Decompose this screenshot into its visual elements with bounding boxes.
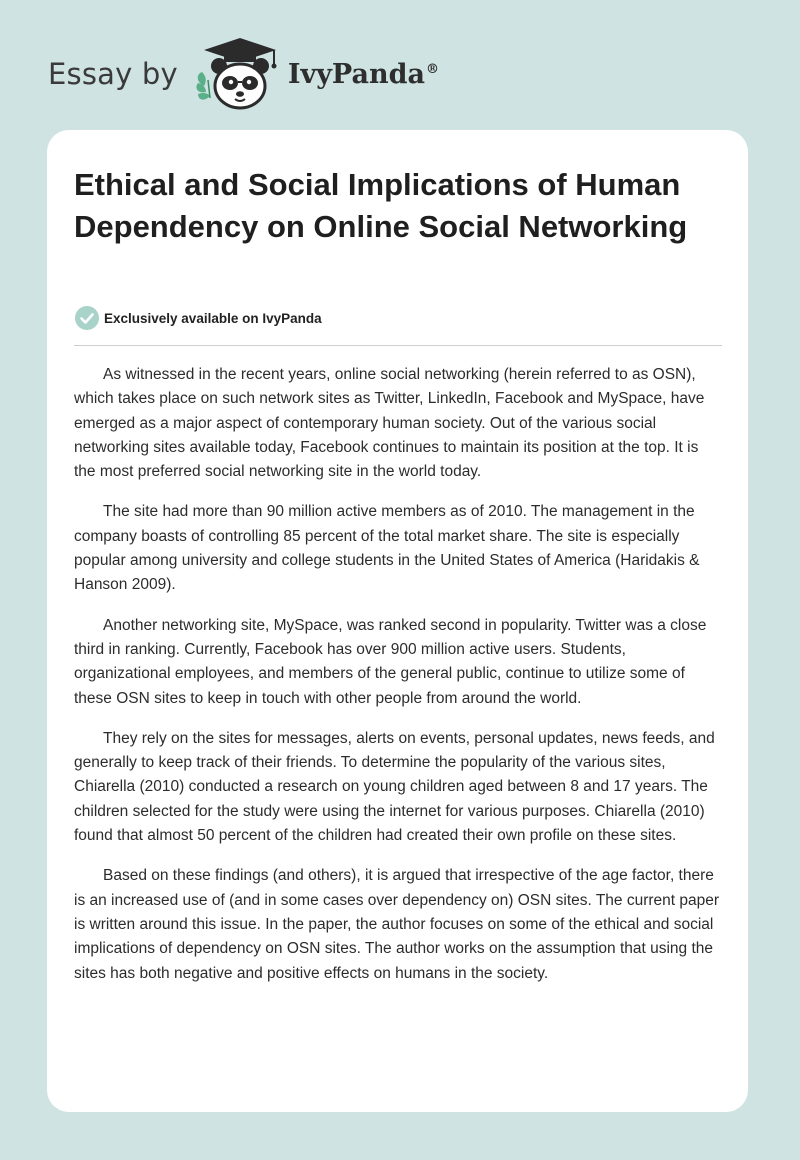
paragraph: As witnessed in the recent years, online social networking (herein referred to as OSN), which takes place on such network sites as Twitter, LinkedIn, Facebook and MySpace, have emerged as a major aspect of contemporary human society. Out of the various social networking sites available today, Facebook continues to maintain its position at the top. It is the most preferred social networking site in the world today. xyxy=(74,366,705,481)
essay-card xyxy=(47,130,748,1112)
paragraph: Based on these findings (and others), it is argued that irrespective of the age factor, there is an increased use of (and in some cases over dependency on) OSN sites. The current paper is written around this issue. In the paper, the author focuses on some of the ethical and social implications of dependency on OSN sites. The author works on the assumption that using the sites has both negative and positive effects on humans in the society. xyxy=(74,867,720,982)
exclusive-badge xyxy=(74,305,322,331)
paragraph: They rely on the sites for messages, alerts on events, personal updates, news feeds, and generally to keep track of their friends. To determine the popularity of the various sites, Chiarella (2010) conducted a research on young children aged between 8 and 17 years. The children selected for the study were using the internet for various purposes. Chiarella (2010) found that almost 50 percent of the children had created their own profile on these sites. xyxy=(74,729,715,845)
title-divider xyxy=(74,345,722,346)
trademark-symbol: ® xyxy=(425,61,439,77)
paragraph: Another networking site, MySpace, was ranked second in popularity. Twitter was a close third in ranking. Currently, Facebook has over 900 million active users. Students, organizational employees, and members of the general public, continue to utilize some of these OSN sites to keep in touch with other people from around the world. xyxy=(74,616,707,707)
check-circle-icon xyxy=(74,305,100,331)
essay-title: Ethical and Social Implications of Human Dependency on Online Social Networking xyxy=(74,167,688,244)
panda-logo-icon[interactable] xyxy=(192,36,284,112)
brand-name[interactable]: IvyPanda® xyxy=(287,58,439,90)
exclusive-badge-label: Exclusively available on IvyPanda xyxy=(104,310,322,326)
essay-by-label: Essay by xyxy=(48,57,178,91)
paragraph: The site had more than 90 million active members as of 2010. The management in the company boasts of controlling 85 percent of the total market share. The site is especially popular among university and college students in the United States of America (Haridakis & Hanson 2009). xyxy=(74,503,700,594)
essay-body xyxy=(74,363,722,1002)
site-header xyxy=(48,34,439,114)
